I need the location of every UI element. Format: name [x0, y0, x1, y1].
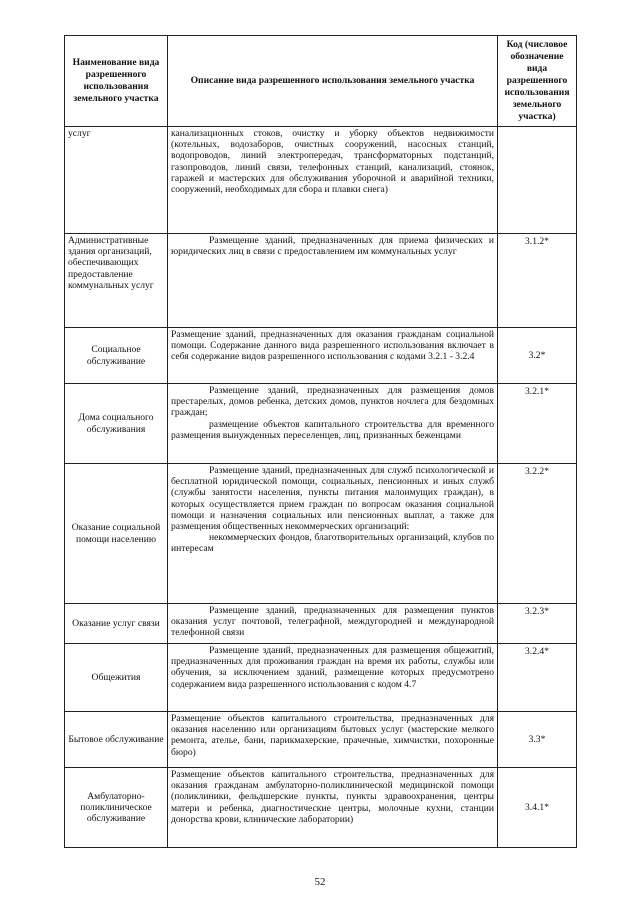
- row-code: 3.2.4*: [498, 644, 577, 712]
- row-name: Административные здания организаций, обеспечивающих предоставление коммунальных услуг: [65, 234, 168, 328]
- table-row: [65, 644, 577, 712]
- row-description: [168, 464, 498, 604]
- header-code: Код (числовое обозначение вида разрешенного использования земельного участка): [498, 36, 577, 127]
- header-name: Наименование вида разрешенного использования земельного участка: [65, 36, 168, 127]
- description-paragraph: Размещение зданий, предназначенных для размещения пунктов оказания услуг почтовой, телеграфной, междугородней и международной телефонной связи: [171, 605, 494, 639]
- description-paragraph: Размещение зданий, предназначенных для размещения домов престарелых, домов ребенка, детских домов, пунктов ночлега для бездомных граждан;: [171, 385, 494, 419]
- table-row: [65, 234, 577, 328]
- row-name: Амбулаторно-поликлиническое обслуживание: [65, 768, 168, 848]
- row-code: 3.3*: [498, 712, 577, 768]
- description-paragraph: размещение объектов капитального строительства для временного размещения вынужденных переселенцев, лиц, признанных беженцами: [171, 418, 494, 441]
- row-code: 3.2.3*: [498, 604, 577, 644]
- row-description: [168, 604, 498, 644]
- table-row: [65, 464, 577, 604]
- row-description: [168, 328, 498, 384]
- table-row: [65, 384, 577, 464]
- row-code: 3.2*: [498, 328, 577, 384]
- description-paragraph: Размещение зданий, предназначенных для размещения общежитий, предназначенных для проживания граждан на время их работы, службы или обучения, за исключением зданий, размещение которых предусмотрено содержанием вида разрешенного использования с кодом 4.7: [171, 645, 494, 690]
- row-code: 3.1.2*: [498, 234, 577, 328]
- description-paragraph: некоммерческих фондов, благотворительных организаций, клубов по интересам: [171, 532, 494, 555]
- description-paragraph: Размещение объектов капитального строительства, предназначенных для оказания гражданам амбулаторно-поликлинической медицинской помощи (поликлиники, фельдшерские пункты, пункты здравоохранения, центры матери и ребенка, диагностические центры, молочные кухни, станции донорства крови, клинические лаборатории): [171, 769, 494, 825]
- header-description: Описание вида разрешенного использования земельного участка: [168, 36, 498, 127]
- table-row: [65, 712, 577, 768]
- description-paragraph: Размещение зданий, предназначенных для служб психологической и бесплатной юридической помощи, социальных, пенсионных и иных служб (службы занятости населения, пункты питания малоимущих граждан), в которых осуществляется прием граждан по вопросам оказания социальной помощи и назначения социальных или пенсионных выплат, а также для размещения общественных некоммерческих организаций:: [171, 465, 494, 533]
- table-row: [65, 604, 577, 644]
- row-code: [498, 127, 577, 234]
- row-name: Оказание услуг связи: [65, 604, 168, 644]
- row-name: Оказание социальной помощи населению: [65, 464, 168, 604]
- row-name: Бытовое обслуживание: [65, 712, 168, 768]
- row-name: Дома социального обслуживания: [65, 384, 168, 464]
- page-number: 52: [314, 876, 326, 888]
- row-name: Общежития: [65, 644, 168, 712]
- row-name: услуг: [65, 127, 168, 234]
- row-code: 3.2.2*: [498, 464, 577, 604]
- description-paragraph: Размещение зданий, предназначенных для приема физических и юридических лиц в связи с предоставлением им коммунальных услуг: [171, 235, 494, 258]
- land-use-table: [64, 35, 577, 848]
- row-description: [168, 234, 498, 328]
- row-code: 3.2.1*: [498, 384, 577, 464]
- description-paragraph: Размещение зданий, предназначенных для оказания гражданам социальной помощи. Содержание данного вида разрешенного использования включает в себя содержание видов разрешенного использования с кодами 3.2.1 - 3.2.4: [171, 329, 494, 363]
- row-description: [168, 644, 498, 712]
- description-paragraph: Размещение объектов капитального строительства, предназначенных для оказания населению или организациям бытовых услуг (мастерские мелкого ремонта, ателье, бани, парикмахерские, прачечные, химчистки, похоронные бюро): [171, 713, 494, 758]
- table-row: [65, 328, 577, 384]
- row-description: [168, 712, 498, 768]
- row-description: [168, 384, 498, 464]
- table-header-row: [65, 36, 577, 127]
- row-description: [168, 127, 498, 234]
- table-row: [65, 127, 577, 234]
- document-sheet: [64, 35, 576, 848]
- row-description: [168, 768, 498, 848]
- row-code: 3.4.1*: [498, 768, 577, 848]
- description-paragraph: канализационных стоков, очистку и уборку объектов недвижимости (котельных, водозаборов, очистных сооружений, насосных станций, водопроводов, линий электропередач, трансформаторных подстанций, газопроводов, линий связи, телефонных станций, канализаций, стоянок, гаражей и мастерских для обслуживания уборочной и аварийной техники, сооружений, необходимых для сбора и плавки снега): [171, 128, 494, 196]
- table-row: [65, 768, 577, 848]
- row-name: Социальное обслуживание: [65, 328, 168, 384]
